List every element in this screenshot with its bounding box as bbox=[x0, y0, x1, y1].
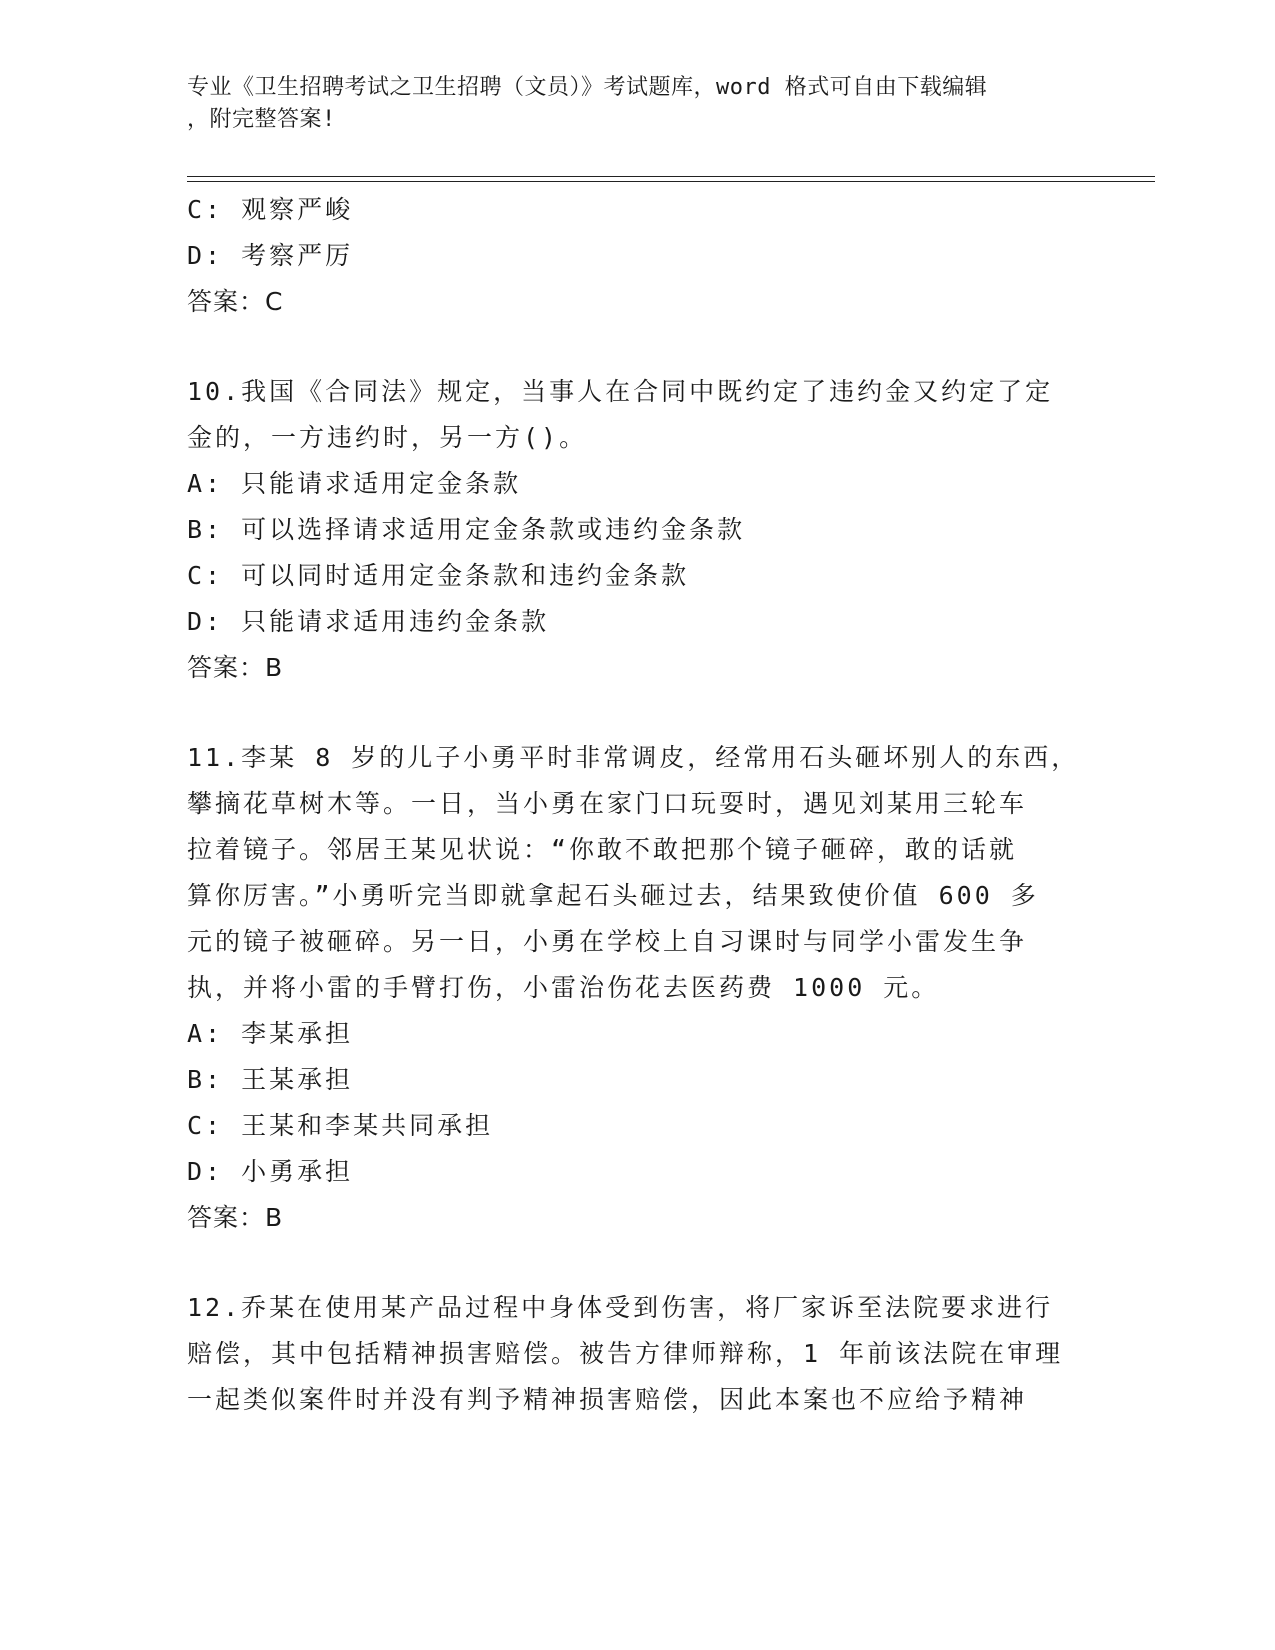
answer-label: 答案：C bbox=[187, 287, 284, 316]
option-a: A: 李某承担 bbox=[187, 1019, 354, 1048]
question-stem-line: 10.我国《合同法》规定，当事人在合同中既约定了违约金又约定了定 bbox=[187, 377, 1054, 406]
option-d: D: 只能请求适用违约金条款 bbox=[187, 607, 550, 636]
question-body bbox=[187, 187, 1087, 1423]
question-stem-line: 执，并将小雷的手臂打伤，小雷治伤花去医药费 1000 元。 bbox=[187, 973, 940, 1002]
question-10 bbox=[187, 369, 1087, 691]
question-stem-line: 攀摘花草树木等。一日，当小勇在家门口玩耍时，遇见刘某用三轮车 bbox=[187, 789, 1028, 818]
header-line-1: 专业《卫生招聘考试之卫生招聘（文员）》考试题库，word 格式可自由下载编辑 bbox=[187, 75, 988, 100]
answer-label: 答案：B bbox=[187, 1203, 284, 1232]
question-stem-line: 一起类似案件时并没有判予精神损害赔偿，因此本案也不应给予精神 bbox=[187, 1385, 1028, 1414]
question-stem-line: 赔偿，其中包括精神损害赔偿。被告方律师辩称，1 年前该法院在审理 bbox=[187, 1339, 1064, 1368]
question-stem-line: 12.乔某在使用某产品过程中身体受到伤害，将厂家诉至法院要求进行 bbox=[187, 1293, 1054, 1322]
question-9-tail bbox=[187, 187, 1087, 325]
question-stem-line: 11.李某 8 岁的儿子小勇平时非常调皮，经常用石头砸坏别人的东西， bbox=[187, 743, 1080, 772]
answer-label: 答案：B bbox=[187, 653, 284, 682]
option-c: C: 王某和李某共同承担 bbox=[187, 1111, 494, 1140]
option-a: A: 只能请求适用定金条款 bbox=[187, 469, 522, 498]
header-rule-top bbox=[187, 176, 1155, 177]
header-rule-bottom bbox=[187, 181, 1155, 182]
option-c: C: 可以同时适用定金条款和违约金条款 bbox=[187, 561, 690, 590]
header-line-2: ，附完整答案! bbox=[187, 107, 336, 132]
question-stem-line: 金的，一方违约时，另一方()。 bbox=[187, 423, 588, 452]
spacer bbox=[187, 1241, 1087, 1285]
option-d: D: 小勇承担 bbox=[187, 1157, 354, 1186]
question-stem-line: 元的镜子被砸碎。另一日，小勇在学校上自习课时与同学小雷发生争 bbox=[187, 927, 1028, 956]
option-d: D: 考察严厉 bbox=[187, 241, 354, 270]
option-b: B: 王某承担 bbox=[187, 1065, 354, 1094]
option-b: B: 可以选择请求适用定金条款或违约金条款 bbox=[187, 515, 746, 544]
question-12 bbox=[187, 1285, 1087, 1423]
question-stem-line: 算你厉害。”小勇听完当即就拿起石头砸过去，结果致使价值 600 多 bbox=[187, 881, 1039, 910]
question-stem-line: 拉着镜子。邻居王某见状说：“你敢不敢把那个镜子砸碎，敢的话就 bbox=[187, 835, 1018, 864]
spacer bbox=[187, 691, 1087, 735]
option-c: C: 观察严峻 bbox=[187, 195, 354, 224]
document-header bbox=[187, 72, 1067, 136]
spacer bbox=[187, 325, 1087, 369]
question-11 bbox=[187, 735, 1087, 1241]
